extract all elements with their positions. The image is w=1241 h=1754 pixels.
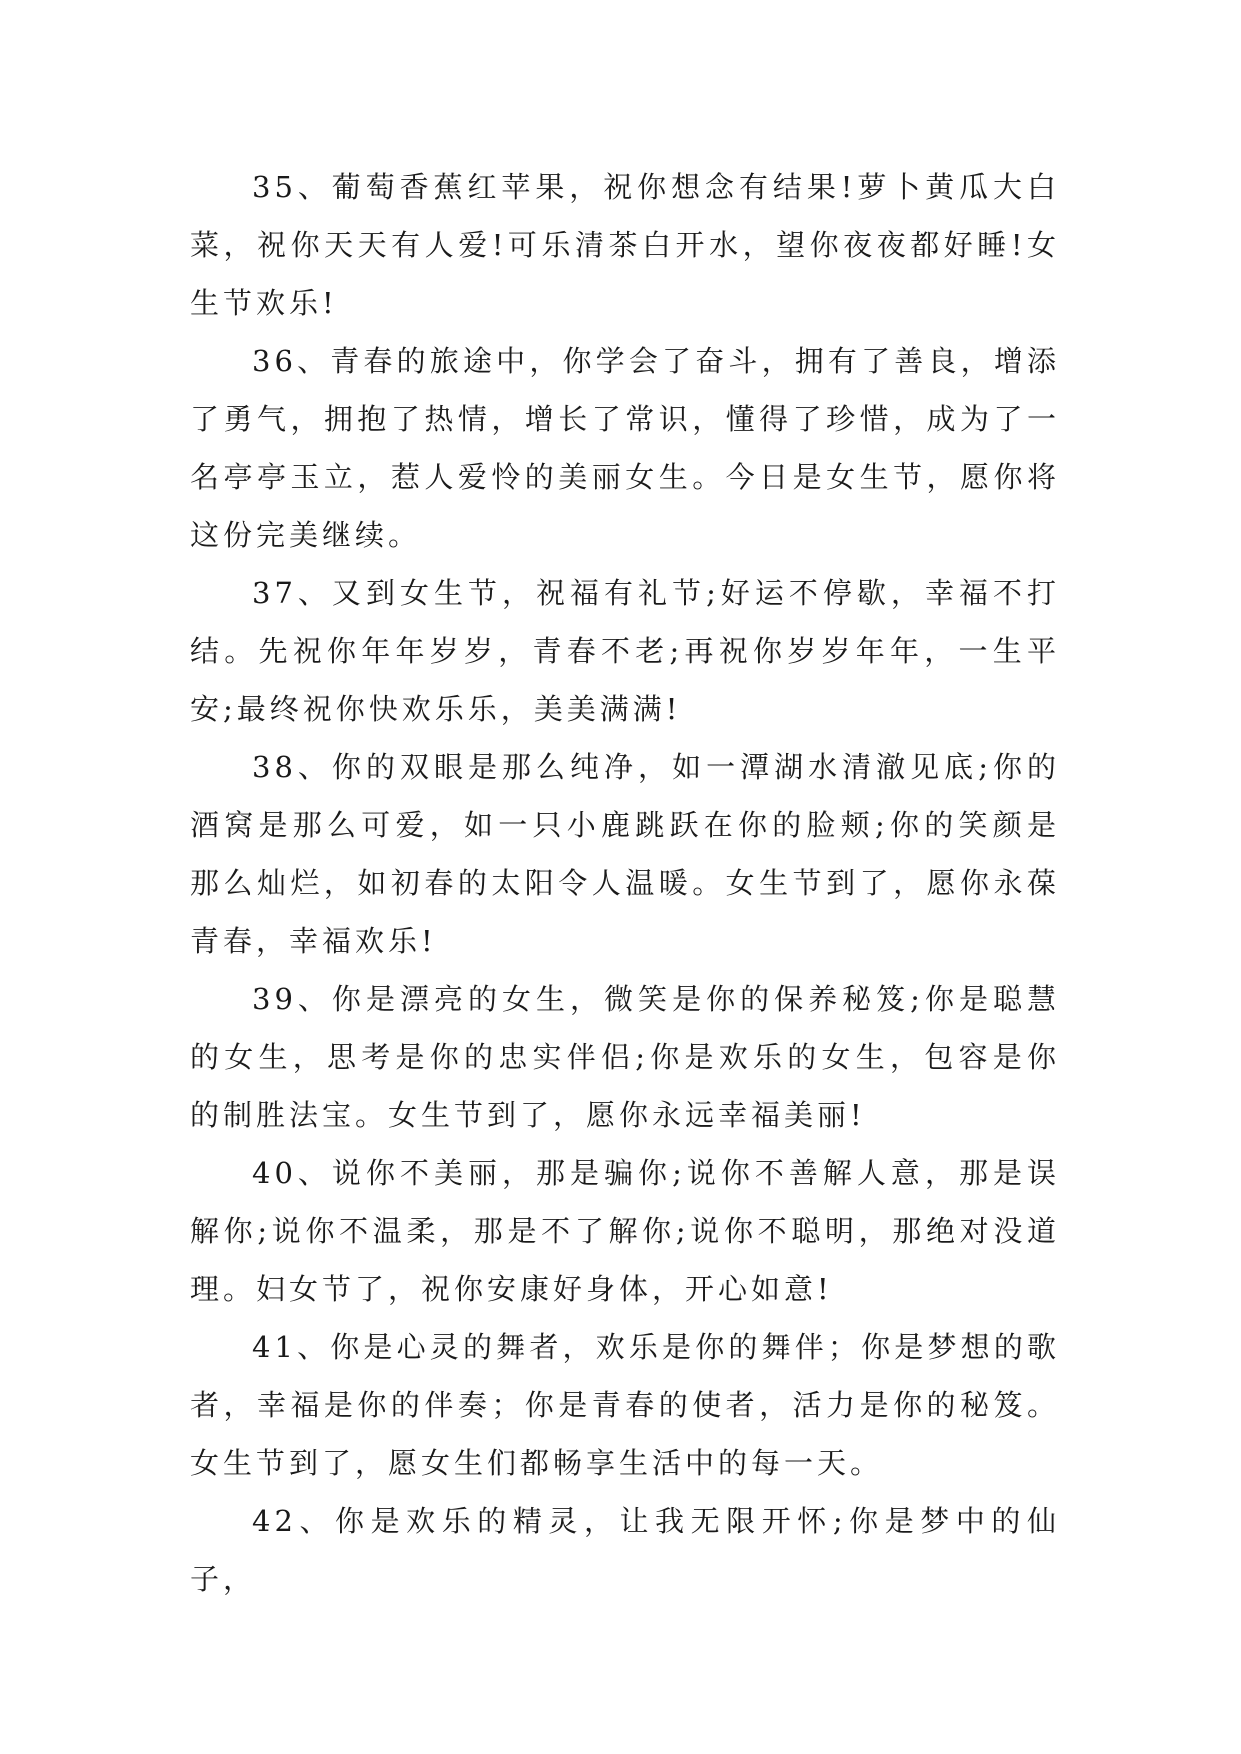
paragraph-39: 39、你是漂亮的女生，微笑是你的保养秘笈;你是聪慧的女生，思考是你的忠实伴侣;你是欢乐的女生，包容是你的制胜法宝。女生节到了，愿你永远幸福美丽!: [190, 982, 1060, 1132]
paragraph-35: 35、葡萄香蕉红苹果，祝你想念有结果!萝卜黄瓜大白菜，祝你天天有人爱!可乐清茶白开水，望你夜夜都好睡!女生节欢乐!: [190, 170, 1060, 320]
paragraph-42: 42、你是欢乐的精灵，让我无限开怀;你是梦中的仙子，: [190, 1504, 1060, 1596]
document-body: [190, 158, 1060, 1608]
paragraph-41: 41、你是心灵的舞者，欢乐是你的舞伴；你是梦想的歌者，幸福是你的伴奏；你是青春的使者，活力是你的秘笈。女生节到了，愿女生们都畅享生活中的每一天。: [190, 1330, 1060, 1480]
paragraph-37: 37、又到女生节，祝福有礼节;好运不停歇，幸福不打结。先祝你年年岁岁，青春不老;再祝你岁岁年年，一生平安;最终祝你快欢乐乐，美美满满!: [190, 576, 1060, 726]
paragraph-36: 36、青春的旅途中，你学会了奋斗，拥有了善良，增添了勇气，拥抱了热情，增长了常识，懂得了珍惜，成为了一名亭亭玉立，惹人爱怜的美丽女生。今日是女生节，愿你将这份完美继续。: [190, 344, 1060, 552]
paragraph-38: 38、你的双眼是那么纯净，如一潭湖水清澈见底;你的酒窝是那么可爱，如一只小鹿跳跃在你的脸颊;你的笑颜是那么灿烂，如初春的太阳令人温暖。女生节到了，愿你永葆青春，幸福欢乐!: [190, 750, 1060, 958]
paragraph-40: 40、说你不美丽，那是骗你;说你不善解人意，那是误解你;说你不温柔，那是不了解你;说你不聪明，那绝对没道理。妇女节了，祝你安康好身体，开心如意!: [190, 1156, 1060, 1306]
